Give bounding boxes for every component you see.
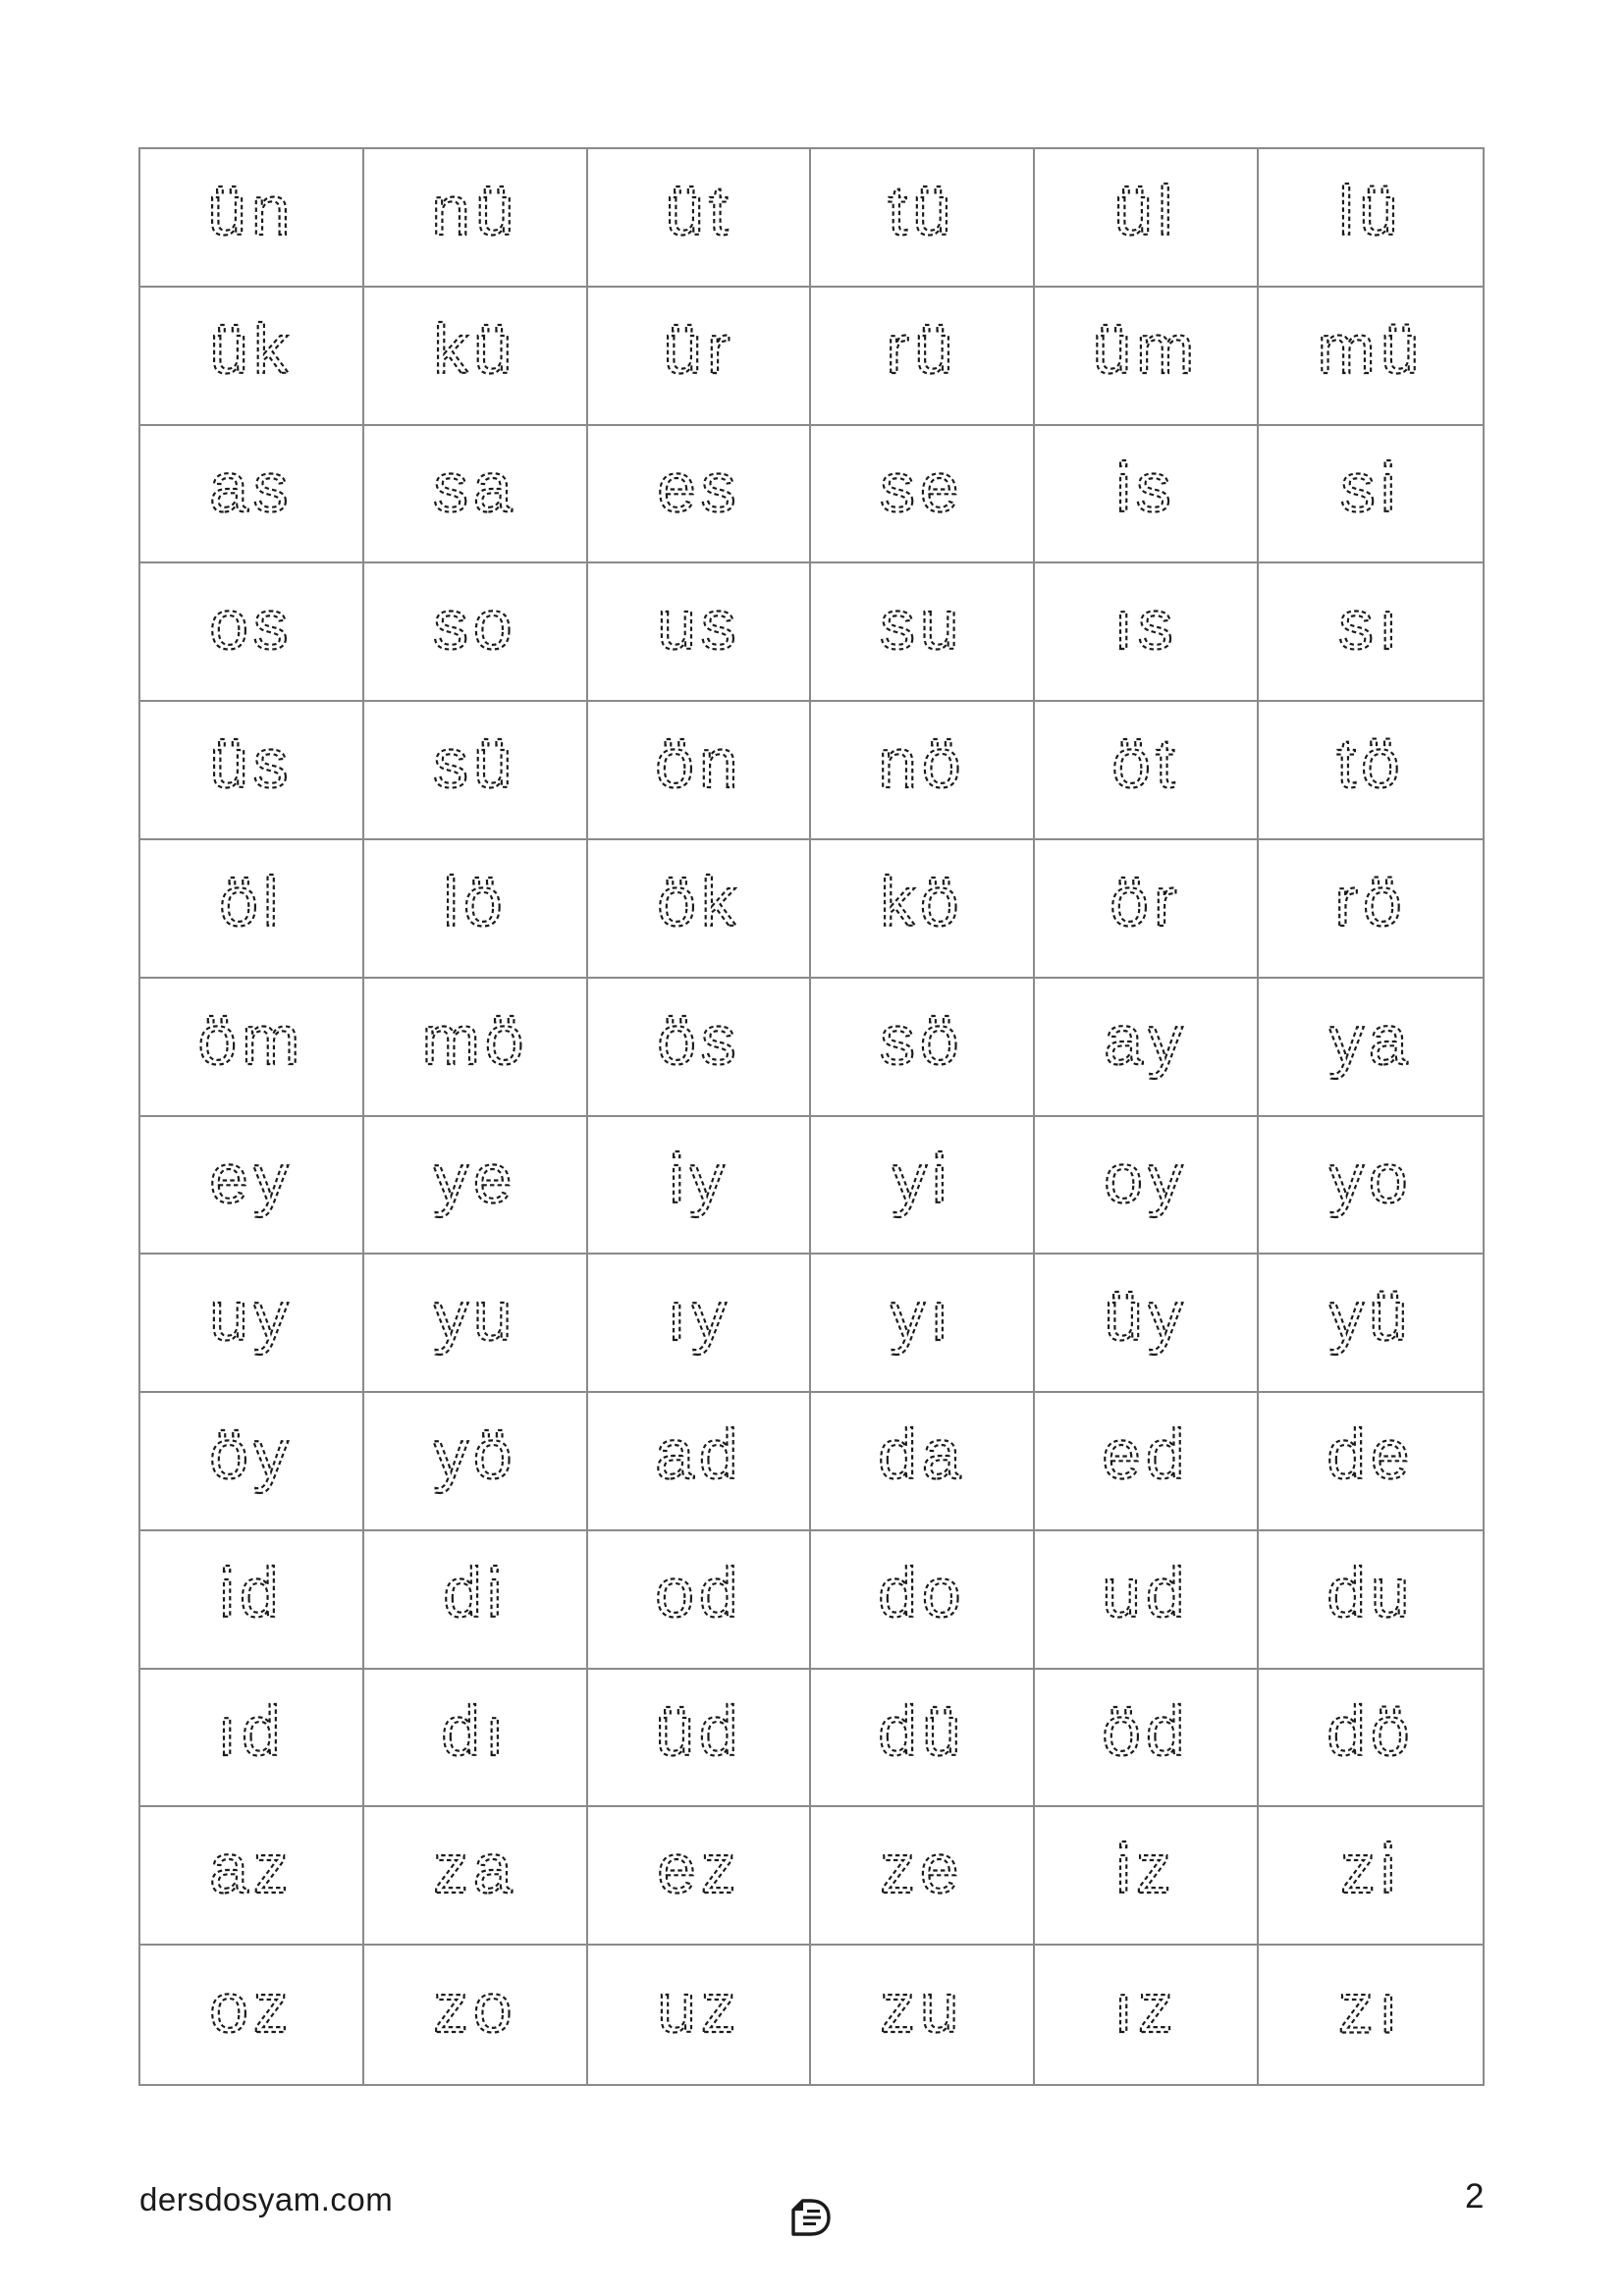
trace-cell bbox=[1035, 1807, 1259, 1946]
trace-cell bbox=[140, 1531, 364, 1670]
trace-cell bbox=[140, 1807, 364, 1946]
trace-cell bbox=[364, 1670, 588, 1808]
trace-cell bbox=[140, 149, 364, 288]
trace-cell bbox=[140, 1393, 364, 1531]
traced-syllable: as bbox=[209, 448, 294, 527]
trace-cell bbox=[140, 979, 364, 1117]
traced-syllable: öd bbox=[1102, 1691, 1190, 1771]
traced-syllable: ıd bbox=[217, 1691, 286, 1771]
traced-syllable: ön bbox=[654, 724, 743, 804]
traced-syllable: od bbox=[654, 1554, 743, 1633]
traced-syllable: uz bbox=[656, 1969, 741, 2049]
traced-syllable: yü bbox=[1328, 1277, 1413, 1357]
traced-syllable: sa bbox=[433, 448, 517, 527]
trace-cell bbox=[588, 1255, 812, 1393]
traced-syllable: yi bbox=[892, 1139, 953, 1218]
traced-syllable: si bbox=[1340, 448, 1401, 527]
trace-cell bbox=[1035, 1670, 1259, 1808]
traced-syllable: ös bbox=[656, 1000, 741, 1080]
trace-cell bbox=[364, 840, 588, 979]
trace-cell bbox=[364, 1117, 588, 1255]
trace-cell bbox=[364, 426, 588, 564]
traced-syllable: dü bbox=[878, 1691, 967, 1771]
trace-cell bbox=[1035, 702, 1259, 840]
trace-cell bbox=[1035, 1946, 1259, 2084]
trace-cell bbox=[811, 563, 1035, 702]
website-url: dersdosyam.com bbox=[139, 2181, 394, 2217]
traced-syllable: ye bbox=[433, 1139, 517, 1218]
traced-syllable: za bbox=[433, 1830, 517, 1909]
trace-cell bbox=[811, 426, 1035, 564]
traced-syllable: ıs bbox=[1113, 586, 1178, 666]
trace-cell bbox=[1259, 702, 1483, 840]
trace-cell bbox=[140, 426, 364, 564]
traced-syllable: üd bbox=[654, 1691, 743, 1771]
traced-syllable: yu bbox=[433, 1277, 517, 1357]
traced-syllable: ür bbox=[662, 310, 735, 390]
trace-cell bbox=[1035, 1531, 1259, 1670]
traced-syllable: lü bbox=[1338, 172, 1403, 251]
trace-cell bbox=[1035, 1117, 1259, 1255]
traced-syllable: yo bbox=[1328, 1139, 1413, 1218]
traced-syllable: ör bbox=[1110, 863, 1182, 942]
traced-syllable: ze bbox=[880, 1830, 965, 1909]
traced-syllable: sö bbox=[880, 1000, 965, 1080]
trace-cell bbox=[364, 1255, 588, 1393]
trace-cell bbox=[811, 288, 1035, 426]
traced-syllable: ük bbox=[209, 310, 294, 390]
traced-syllable: öy bbox=[209, 1415, 294, 1495]
trace-cell bbox=[1259, 1393, 1483, 1531]
traced-syllable: kü bbox=[433, 310, 517, 390]
trace-cell bbox=[364, 1946, 588, 2084]
trace-cell bbox=[588, 288, 812, 426]
traced-syllable: so bbox=[433, 586, 517, 666]
traced-syllable: de bbox=[1326, 1415, 1415, 1495]
trace-cell bbox=[1259, 979, 1483, 1117]
traced-syllable: lö bbox=[443, 863, 508, 942]
trace-cell bbox=[811, 1807, 1035, 1946]
traced-syllable: oy bbox=[1104, 1139, 1188, 1218]
traced-syllable: kö bbox=[880, 863, 965, 942]
trace-cell bbox=[364, 702, 588, 840]
trace-cell bbox=[588, 1807, 812, 1946]
trace-cell bbox=[1035, 1393, 1259, 1531]
traced-syllable: zi bbox=[1340, 1830, 1401, 1909]
traced-syllable: üs bbox=[209, 724, 294, 804]
trace-cell bbox=[588, 426, 812, 564]
trace-cell bbox=[811, 1255, 1035, 1393]
trace-cell bbox=[588, 1946, 812, 2084]
traced-syllable: oz bbox=[209, 1969, 294, 2049]
trace-cell bbox=[364, 1531, 588, 1670]
trace-cell bbox=[1259, 149, 1483, 288]
traced-syllable: di bbox=[443, 1554, 508, 1633]
trace-cell bbox=[588, 702, 812, 840]
page-number: 2 bbox=[1465, 2177, 1485, 2216]
traced-syllable: dö bbox=[1326, 1691, 1415, 1771]
trace-cell bbox=[140, 288, 364, 426]
trace-cell bbox=[140, 1946, 364, 2084]
trace-cell bbox=[1259, 288, 1483, 426]
traced-syllable: dı bbox=[441, 1691, 510, 1771]
trace-cell bbox=[1259, 1117, 1483, 1255]
syllable-trace-grid bbox=[138, 147, 1485, 2086]
traced-syllable: es bbox=[656, 448, 741, 527]
trace-cell bbox=[1035, 149, 1259, 288]
traced-syllable: nö bbox=[878, 724, 967, 804]
trace-cell bbox=[364, 1393, 588, 1531]
trace-cell bbox=[364, 1807, 588, 1946]
trace-cell bbox=[1035, 563, 1259, 702]
traced-syllable: nü bbox=[431, 172, 519, 251]
trace-cell bbox=[588, 1531, 812, 1670]
traced-syllable: zo bbox=[433, 1969, 517, 2049]
traced-syllable: yö bbox=[433, 1415, 517, 1495]
trace-cell bbox=[811, 840, 1035, 979]
trace-cell bbox=[588, 149, 812, 288]
trace-cell bbox=[1259, 1670, 1483, 1808]
trace-cell bbox=[1035, 840, 1259, 979]
traced-syllable: ay bbox=[1104, 1000, 1188, 1080]
trace-cell bbox=[140, 1255, 364, 1393]
traced-syllable: ud bbox=[1102, 1554, 1190, 1633]
trace-cell bbox=[588, 840, 812, 979]
trace-cell bbox=[811, 1393, 1035, 1531]
traced-syllable: rö bbox=[1334, 863, 1407, 942]
trace-cell bbox=[140, 1670, 364, 1808]
traced-syllable: öt bbox=[1111, 724, 1180, 804]
trace-cell bbox=[588, 979, 812, 1117]
traced-syllable: uy bbox=[209, 1277, 294, 1357]
trace-cell bbox=[364, 288, 588, 426]
trace-cell bbox=[1259, 1946, 1483, 2084]
traced-syllable: ız bbox=[1113, 1969, 1178, 2049]
traced-syllable: tö bbox=[1336, 724, 1405, 804]
traced-syllable: se bbox=[880, 448, 965, 527]
trace-cell bbox=[811, 1946, 1035, 2084]
trace-cell bbox=[1035, 1255, 1259, 1393]
traced-syllable: mü bbox=[1317, 310, 1425, 390]
trace-cell bbox=[1259, 1531, 1483, 1670]
trace-cell bbox=[588, 1117, 812, 1255]
document-page-icon bbox=[789, 2198, 833, 2237]
traced-syllable: ez bbox=[656, 1830, 741, 1909]
traced-syllable: ıy bbox=[666, 1277, 731, 1357]
traced-syllable: üt bbox=[664, 172, 733, 251]
traced-syllable: ök bbox=[656, 863, 741, 942]
traced-syllable: üy bbox=[1104, 1277, 1188, 1357]
traced-syllable: ya bbox=[1328, 1000, 1413, 1080]
trace-cell bbox=[1259, 1255, 1483, 1393]
traced-syllable: ad bbox=[654, 1415, 743, 1495]
trace-cell bbox=[140, 1117, 364, 1255]
traced-syllable: iy bbox=[668, 1139, 730, 1218]
traced-syllable: yı bbox=[890, 1277, 955, 1357]
trace-cell bbox=[588, 1670, 812, 1808]
traced-syllable: öm bbox=[197, 1000, 305, 1080]
trace-cell bbox=[1259, 563, 1483, 702]
trace-cell bbox=[811, 979, 1035, 1117]
traced-syllable: üm bbox=[1092, 310, 1200, 390]
traced-syllable: su bbox=[880, 586, 965, 666]
trace-cell bbox=[1259, 840, 1483, 979]
trace-cell bbox=[364, 563, 588, 702]
traced-syllable: is bbox=[1115, 448, 1176, 527]
trace-cell bbox=[1035, 288, 1259, 426]
traced-syllable: sı bbox=[1338, 586, 1403, 666]
trace-cell bbox=[588, 1393, 812, 1531]
traced-syllable: du bbox=[1326, 1554, 1415, 1633]
trace-cell bbox=[1035, 979, 1259, 1117]
trace-cell bbox=[811, 1117, 1035, 1255]
trace-cell bbox=[811, 1670, 1035, 1808]
trace-cell bbox=[811, 1531, 1035, 1670]
traced-syllable: ed bbox=[1102, 1415, 1190, 1495]
trace-cell bbox=[140, 563, 364, 702]
traced-syllable: sü bbox=[433, 724, 517, 804]
traced-syllable: us bbox=[656, 586, 741, 666]
trace-cell bbox=[1259, 426, 1483, 564]
traced-syllable: os bbox=[209, 586, 294, 666]
trace-cell bbox=[364, 979, 588, 1117]
traced-syllable: öl bbox=[219, 863, 284, 942]
traced-syllable: tü bbox=[888, 172, 957, 251]
traced-syllable: az bbox=[209, 1830, 294, 1909]
traced-syllable: ül bbox=[1113, 172, 1178, 251]
traced-syllable: rü bbox=[886, 310, 959, 390]
traced-syllable: do bbox=[878, 1554, 967, 1633]
traced-syllable: id bbox=[219, 1554, 284, 1633]
traced-syllable: mö bbox=[421, 1000, 529, 1080]
trace-cell bbox=[811, 149, 1035, 288]
trace-cell bbox=[364, 149, 588, 288]
trace-cell bbox=[140, 840, 364, 979]
traced-syllable: da bbox=[878, 1415, 967, 1495]
trace-cell bbox=[588, 563, 812, 702]
traced-syllable: zu bbox=[880, 1969, 965, 2049]
trace-cell bbox=[140, 702, 364, 840]
traced-syllable: ey bbox=[209, 1139, 294, 1218]
trace-cell bbox=[1035, 426, 1259, 564]
traced-syllable: zı bbox=[1338, 1969, 1404, 2049]
traced-syllable: iz bbox=[1115, 1830, 1176, 1909]
trace-cell bbox=[811, 702, 1035, 840]
trace-cell bbox=[1259, 1807, 1483, 1946]
traced-syllable: ün bbox=[207, 172, 296, 251]
